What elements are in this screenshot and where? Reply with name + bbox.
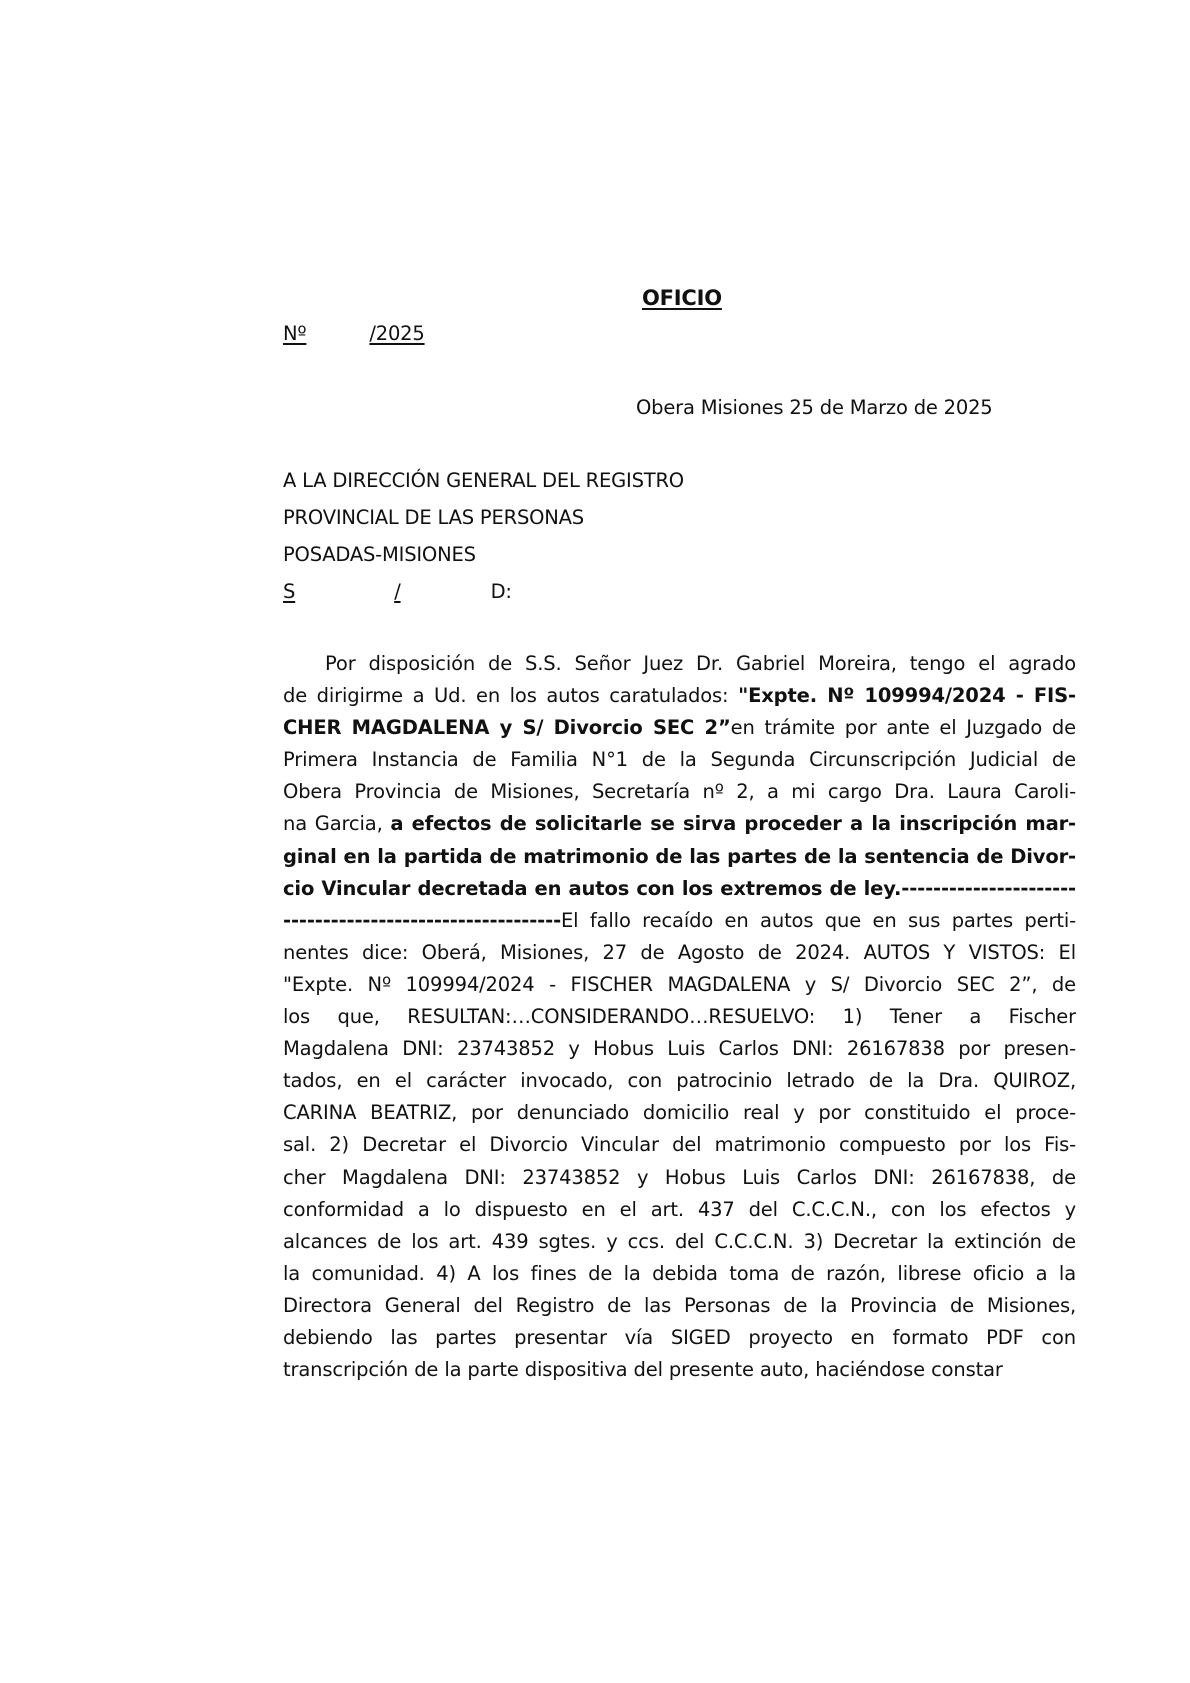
body-line bbox=[283, 841, 1076, 873]
body-line bbox=[283, 1001, 1076, 1033]
sd-slash: / bbox=[394, 580, 401, 603]
body-text: Obera Provincia de Misiones, Secretaría nº 2, a mi cargo Dra. Laura Caroli- bbox=[283, 780, 1076, 804]
sd-d: D: bbox=[490, 580, 512, 603]
body-text: Directora General del Registro de las Personas de la Provincia de Misiones, bbox=[283, 1293, 1076, 1317]
oficio-number bbox=[283, 318, 433, 350]
body-text: Primera Instancia de Familia N°1 de la Segunda Circunscripción Judicial de bbox=[283, 748, 1076, 772]
body-text-bold: cio Vincular decretada en autos con los extremos de ley.---------------------- bbox=[283, 876, 1076, 900]
body-line bbox=[283, 1033, 1076, 1065]
body-line bbox=[283, 969, 1076, 1001]
body-line bbox=[283, 1194, 1076, 1226]
body-text: sal. 2) Decretar el Divorcio Vincular del matrimonio compuesto por los Fis- bbox=[283, 1133, 1076, 1157]
body-line bbox=[283, 680, 1076, 712]
recipient-line-1: A LA DIRECCIÓN GENERAL DEL REGISTRO bbox=[283, 469, 684, 492]
place-date: Obera Misiones 25 de Marzo de 2025 bbox=[636, 396, 993, 419]
body-line bbox=[283, 808, 1076, 840]
body-line bbox=[283, 1290, 1076, 1322]
body-line bbox=[283, 873, 1076, 905]
body-text: CARINA BEATRIZ, por denunciado domicilio real y por constituido el proce- bbox=[283, 1101, 1076, 1125]
body-text: tados, en el carácter invocado, con patrocinio letrado de la Dra. QUIROZ, bbox=[283, 1069, 1076, 1093]
recipient-line-3: POSADAS-MISIONES bbox=[283, 543, 476, 566]
body-line bbox=[283, 1162, 1076, 1194]
body-text: alcances de los art. 439 sgtes. y ccs. del C.C.C.N. 3) Decretar la extinción de bbox=[283, 1229, 1076, 1253]
recipient-line-2: PROVINCIAL DE LAS PERSONAS bbox=[283, 506, 584, 529]
body-text-bold: CHER MAGDALENA y S/ Divorcio SEC 2” bbox=[283, 716, 731, 740]
body-text: "Expte. Nº 109994/2024 - FISCHER MAGDALENA y S/ Divorcio SEC 2”, de bbox=[283, 972, 1076, 996]
body-text: Magdalena DNI: 23743852 y Hobus Luis Carlos DNI: 26167838 por presen- bbox=[283, 1037, 1076, 1061]
body-line bbox=[283, 1097, 1076, 1129]
body-text-bold: a efectos de solicitarle se sirva proceder a la inscripción mar- bbox=[390, 812, 1076, 836]
body-text: conformidad a lo dispuesto en el art. 437 del C.C.C.N., con los efectos y bbox=[283, 1197, 1076, 1221]
body-line bbox=[283, 648, 1076, 680]
body-text: nentes dice: Oberá, Misiones, 27 de Agosto de 2024. AUTOS Y VISTOS: El bbox=[283, 940, 1076, 964]
body-paragraph bbox=[283, 648, 1076, 1386]
number-prefix: Nº bbox=[283, 322, 307, 345]
body-text: Por disposición de S.S. Señor Juez Dr. Gabriel Moreira, tengo el agrado bbox=[325, 652, 1076, 675]
body-text: de dirigirme a Ud. en los autos caratulados: bbox=[283, 684, 739, 708]
body-line bbox=[283, 1322, 1076, 1354]
body-line bbox=[283, 1065, 1076, 1097]
body-text-bold: ----------------------------------- bbox=[283, 908, 562, 932]
number-year: /2025 bbox=[369, 322, 425, 345]
body-text: los que, RESULTAN:…CONSIDERANDO…RESUELVO: 1) Tener a Fischer bbox=[283, 1005, 1076, 1029]
body-line bbox=[283, 776, 1076, 808]
body-line bbox=[283, 1258, 1076, 1290]
body-text-bold: "Expte. Nº 109994/2024 - FIS- bbox=[738, 684, 1076, 708]
body-text: El fallo recaído en autos que en sus partes perti- bbox=[561, 908, 1076, 932]
body-line bbox=[283, 712, 1076, 744]
salutation-sd bbox=[283, 576, 512, 608]
body-line bbox=[283, 1226, 1076, 1258]
body-line bbox=[283, 744, 1076, 776]
body-text: en trámite por ante el Juzgado de bbox=[730, 716, 1076, 740]
body-line bbox=[283, 905, 1076, 937]
body-text: transcripción de la parte dispositiva del presente auto, haciéndose constar bbox=[283, 1358, 1003, 1382]
body-line bbox=[283, 1354, 1076, 1386]
body-text: la comunidad. 4) A los fines de la debida toma de razón, librese oficio a la bbox=[283, 1261, 1076, 1285]
body-text-bold: ginal en la partida de matrimonio de las partes de la sentencia de Divor- bbox=[283, 844, 1076, 868]
body-line bbox=[283, 937, 1076, 969]
body-text: cher Magdalena DNI: 23743852 y Hobus Luis Carlos DNI: 26167838, de bbox=[283, 1165, 1076, 1189]
body-text: debiendo las partes presentar vía SIGED proyecto en formato PDF con bbox=[283, 1325, 1076, 1349]
body-text: na Garcia, bbox=[283, 812, 391, 836]
document-title: OFICIO bbox=[642, 286, 722, 310]
sd-s: S bbox=[283, 580, 296, 603]
body-line bbox=[283, 1129, 1076, 1161]
